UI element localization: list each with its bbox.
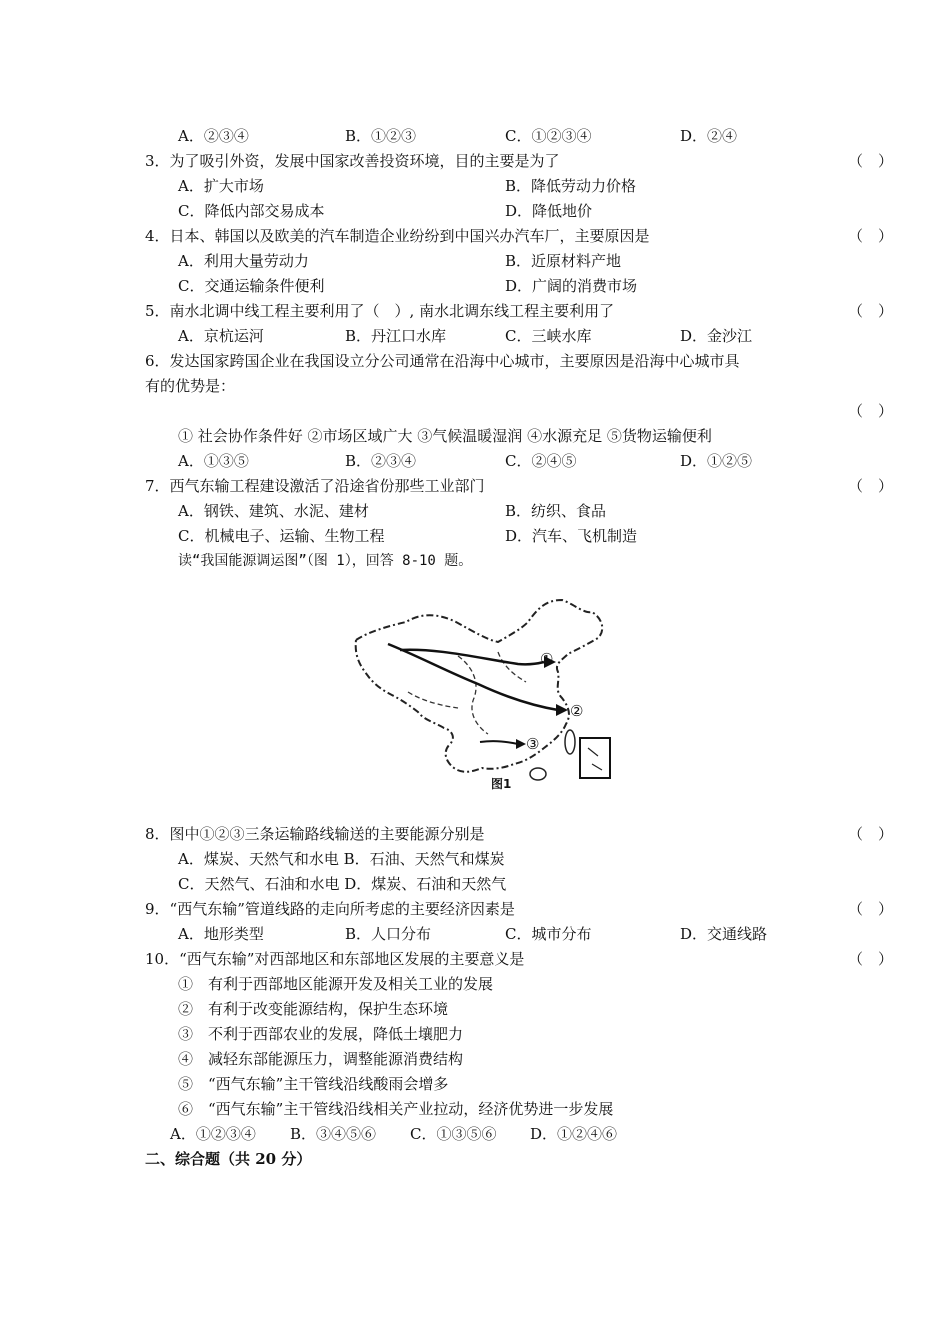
q10-option-b: B．③④⑤⑥ [290, 1125, 377, 1143]
q4-option-d: D．广阔的消费市场 [505, 277, 638, 295]
q8-answer-blank: （ ） [848, 825, 894, 843]
q6-option-a: A．①③⑤ [178, 452, 249, 470]
q3-option-d: D．降低地价 [505, 202, 593, 220]
q8-options-line1: A．煤炭、天然气和水电 B．石油、天然气和煤炭 [178, 850, 505, 868]
q5-option-c: C．三峡水库 [505, 327, 592, 345]
map-marker-1: ① [540, 650, 554, 668]
q7-option-c: C．机械电子、运输、生物工程 [178, 527, 385, 545]
q10-option-d: D．①②④⑥ [530, 1125, 618, 1143]
q7-option-b: B．纺织、食品 [505, 502, 607, 520]
q3-option-a: A．扩大市场 [178, 177, 264, 195]
q2-option-b: B．①②③ [345, 127, 417, 145]
q8-options-line2: C．天然气、石油和水电 D．煤炭、石油和天然气 [178, 875, 507, 893]
q5-option-d: D．金沙江 [680, 327, 753, 345]
q10-item-6: ⑥ “西气东输”主干管线沿线相关产业拉动，经济优势进一步发展 [178, 1100, 614, 1118]
q10-item-4: ④ 减轻东部能源压力，调整能源消费结构 [178, 1050, 464, 1068]
energy-transport-map [348, 592, 618, 802]
q4-stem: 4．日本、韩国以及欧美的汽车制造企业纷纷到中国兴办汽车厂，主要原因是 [145, 227, 650, 245]
q2-option-a: A．②③④ [178, 127, 249, 145]
q4-answer-blank: （ ） [848, 227, 894, 245]
q10-stem: 10．“西气东输”对西部地区和东部地区发展的主要意义是 [145, 950, 525, 968]
q10-item-2: ② 有利于改变能源结构，保护生态环境 [178, 1000, 449, 1018]
q10-option-a: A．①②③④ [170, 1125, 256, 1143]
q8-stem: 8．图中①②③三条运输路线输送的主要能源分别是 [145, 825, 485, 843]
q5-answer-blank: （ ） [848, 302, 894, 320]
q6-items: ① 社会协作条件好 ②市场区域广大 ③气候温暖湿润 ④水源充足 ⑤货物运输便利 [178, 427, 712, 445]
q5-option-a: A．京杭运河 [178, 327, 264, 345]
q9-option-a: A．地形类型 [178, 925, 264, 943]
q9-option-b: B．人口分布 [345, 925, 432, 943]
q10-option-c: C．①③⑤⑥ [410, 1125, 497, 1143]
q6-answer-blank: （ ） [848, 402, 894, 420]
q3-answer-blank: （ ） [848, 152, 894, 170]
q6-stem-line1: 6．发达国家跨国企业在我国设立分公司通常在沿海中心城市，主要原因是沿海中心城市具 [145, 352, 740, 370]
section-2-title: 二、综合题（共 20 分） [145, 1150, 312, 1168]
q6-option-c: C．②④⑤ [505, 452, 577, 470]
q3-option-b: B．降低劳动力价格 [505, 177, 637, 195]
q9-answer-blank: （ ） [848, 900, 894, 918]
q7-answer-blank: （ ） [848, 477, 894, 495]
q7-option-d: D．汽车、飞机制造 [505, 527, 638, 545]
q2-option-d: D．②④ [680, 127, 738, 145]
q9-option-d: D．交通线路 [680, 925, 768, 943]
map-marker-2: ② [570, 702, 584, 720]
q6-option-d: D．①②⑤ [680, 452, 753, 470]
china-map-outline [348, 592, 618, 802]
q2-option-c: C．①②③④ [505, 127, 592, 145]
q7-option-a: A．钢铁、建筑、水泥、建材 [178, 502, 369, 520]
q9-option-c: C．城市分布 [505, 925, 592, 943]
q4-option-b: B．近原材料产地 [505, 252, 622, 270]
q3-stem: 3．为了吸引外资，发展中国家改善投资环境，目的主要是为了 [145, 152, 560, 170]
q5-option-b: B．丹江口水库 [345, 327, 447, 345]
q4-option-a: A．利用大量劳动力 [178, 252, 309, 270]
q10-item-3: ③ 不利于西部农业的发展，降低土壤肥力 [178, 1025, 464, 1043]
q3-option-c: C．降低内部交易成本 [178, 202, 325, 220]
q9-stem: 9．“西气东输”管道线路的走向所考虑的主要经济因素是 [145, 900, 515, 918]
q10-item-5: ⑤ “西气东输”主干管线沿线酸雨会增多 [178, 1075, 449, 1093]
q10-item-1: ① 有利于西部地区能源开发及相关工业的发展 [178, 975, 494, 993]
map-marker-3: ③ [526, 735, 540, 753]
q10-answer-blank: （ ） [848, 950, 894, 968]
map-caption: 图1 [491, 777, 512, 791]
read-instruction: 读“我国能源调运图”（图 1），回答 8-10 题。 [178, 553, 473, 569]
q6-option-b: B．②③④ [345, 452, 417, 470]
q5-stem: 5．南水北调中线工程主要利用了（ ）, 南水北调东线工程主要利用了 [145, 302, 615, 320]
q4-option-c: C．交通运输条件便利 [178, 277, 325, 295]
q6-stem-line2: 有的优势是： [145, 377, 236, 395]
q7-stem: 7．西气东输工程建设激活了沿途省份那些工业部门 [145, 477, 485, 495]
